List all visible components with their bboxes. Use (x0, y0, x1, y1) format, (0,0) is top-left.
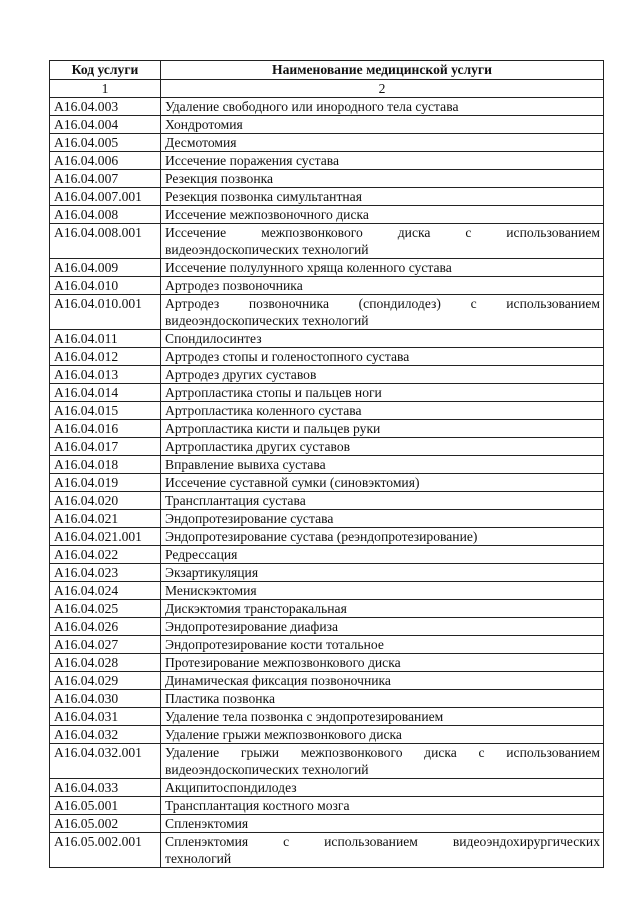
table-row (50, 170, 604, 188)
service-code: A16.04.029 (50, 672, 161, 690)
service-name: Артродез других суставов (161, 366, 604, 384)
service-name: Артропластика стопы и пальцев ноги (161, 384, 604, 402)
service-code: A16.04.012 (50, 348, 161, 366)
service-code: A16.04.030 (50, 690, 161, 708)
table-row (50, 636, 604, 654)
service-code: A16.04.006 (50, 152, 161, 170)
service-name: Дискэктомия трансторакальная (161, 600, 604, 618)
service-name: Вправление вывиха сустава (161, 456, 604, 474)
table-row (50, 438, 604, 456)
column-number-1: 1 (50, 80, 161, 98)
table-row (50, 708, 604, 726)
service-name: Редрессация (161, 546, 604, 564)
service-code: A16.05.002.001 (50, 833, 161, 868)
table-row (50, 366, 604, 384)
service-name: Эндопротезирование диафиза (161, 618, 604, 636)
service-name: Резекция позвонка симультантная (161, 188, 604, 206)
service-name-line-1: Спленэктомия с использованием видеоэндохирургических (165, 834, 600, 849)
service-code: A16.04.007.001 (50, 188, 161, 206)
table-row (50, 492, 604, 510)
service-code: A16.04.010.001 (50, 295, 161, 330)
service-code: A16.04.028 (50, 654, 161, 672)
service-code: A16.04.014 (50, 384, 161, 402)
table-row (50, 152, 604, 170)
column-numbering-row (50, 80, 604, 98)
table-row (50, 797, 604, 815)
service-code: A16.05.001 (50, 797, 161, 815)
service-code: A16.04.023 (50, 564, 161, 582)
service-code: A16.04.015 (50, 402, 161, 420)
service-code: A16.04.007 (50, 170, 161, 188)
service-code: A16.04.016 (50, 420, 161, 438)
service-name: Артропластика коленного сустава (161, 402, 604, 420)
service-code: A16.04.033 (50, 779, 161, 797)
service-name-line-2: технологий (165, 851, 232, 866)
service-name (161, 224, 604, 259)
service-name: Удаление грыжи межпозвонкового диска (161, 726, 604, 744)
service-code: A16.04.020 (50, 492, 161, 510)
table-row (50, 833, 604, 868)
service-name: Эндопротезирование сустава (161, 510, 604, 528)
service-name: Протезирование межпозвонкового диска (161, 654, 604, 672)
service-name (161, 833, 604, 868)
table-row (50, 259, 604, 277)
service-code: A16.05.002 (50, 815, 161, 833)
service-name: Пластика позвонка (161, 690, 604, 708)
column-number-2: 2 (161, 80, 604, 98)
table-row (50, 690, 604, 708)
service-code: A16.04.032.001 (50, 744, 161, 779)
service-code: A16.04.026 (50, 618, 161, 636)
table-row (50, 348, 604, 366)
table-row (50, 815, 604, 833)
service-name: Артропластика кисти и пальцев руки (161, 420, 604, 438)
table-row (50, 528, 604, 546)
service-name-line-1: Удаление грыжи межпозвонкового диска с использованием (165, 745, 600, 760)
service-name: Трансплантация сустава (161, 492, 604, 510)
header-service-code: Код услуги (50, 61, 161, 80)
service-name: Эндопротезирование кости тотальное (161, 636, 604, 654)
table-row (50, 116, 604, 134)
service-name: Экзартикуляция (161, 564, 604, 582)
service-code: A16.04.010 (50, 277, 161, 295)
table-row (50, 134, 604, 152)
service-code: A16.04.008.001 (50, 224, 161, 259)
service-code: A16.04.025 (50, 600, 161, 618)
service-name-line-2: видеоэндоскопических технологий (165, 313, 369, 328)
header-service-name: Наименование медицинской услуги (161, 61, 604, 80)
table-row (50, 330, 604, 348)
service-name-line-2: видеоэндоскопических технологий (165, 242, 369, 257)
document-page (49, 60, 603, 868)
service-name-line-1: Артродез позвоночника (спондилодез) с использованием (165, 296, 600, 311)
service-code: A16.04.031 (50, 708, 161, 726)
table-row (50, 98, 604, 116)
service-code: A16.04.024 (50, 582, 161, 600)
table-row (50, 295, 604, 330)
service-name: Иссечение межпозвоночного диска (161, 206, 604, 224)
service-name: Удаление тела позвонка с эндопротезированием (161, 708, 604, 726)
service-name: Артродез позвоночника (161, 277, 604, 295)
table-row (50, 779, 604, 797)
table-row (50, 744, 604, 779)
service-name: Десмотомия (161, 134, 604, 152)
service-name: Трансплантация костного мозга (161, 797, 604, 815)
service-name: Резекция позвонка (161, 170, 604, 188)
table-row (50, 384, 604, 402)
table-row (50, 510, 604, 528)
service-name: Иссечение суставной сумки (синовэктомия) (161, 474, 604, 492)
service-code: A16.04.011 (50, 330, 161, 348)
table-row (50, 456, 604, 474)
table-row (50, 206, 604, 224)
table-row (50, 224, 604, 259)
service-name (161, 744, 604, 779)
service-code: A16.04.013 (50, 366, 161, 384)
service-code: A16.04.032 (50, 726, 161, 744)
service-name: Менискэктомия (161, 582, 604, 600)
service-code: A16.04.027 (50, 636, 161, 654)
table-row (50, 600, 604, 618)
service-name: Эндопротезирование сустава (реэндопротезирование) (161, 528, 604, 546)
service-name: Иссечение полулунного хряща коленного сустава (161, 259, 604, 277)
service-code: A16.04.005 (50, 134, 161, 152)
table-row (50, 726, 604, 744)
service-code: A16.04.003 (50, 98, 161, 116)
service-name: Иссечение поражения сустава (161, 152, 604, 170)
table-row (50, 546, 604, 564)
service-code: A16.04.022 (50, 546, 161, 564)
table-header-row (50, 61, 604, 80)
service-name: Артродез стопы и голеностопного сустава (161, 348, 604, 366)
table-row (50, 402, 604, 420)
service-code: A16.04.019 (50, 474, 161, 492)
service-code: A16.04.021.001 (50, 528, 161, 546)
table-row (50, 564, 604, 582)
service-name: Удаление свободного или инородного тела сустава (161, 98, 604, 116)
service-code: A16.04.017 (50, 438, 161, 456)
service-name: Артропластика других суставов (161, 438, 604, 456)
service-name: Динамическая фиксация позвоночника (161, 672, 604, 690)
service-name (161, 295, 604, 330)
service-name-line-2: видеоэндоскопических технологий (165, 762, 369, 777)
table-row (50, 277, 604, 295)
service-code: A16.04.008 (50, 206, 161, 224)
service-code: A16.04.018 (50, 456, 161, 474)
table-row (50, 672, 604, 690)
table-row (50, 582, 604, 600)
service-name: Спленэктомия (161, 815, 604, 833)
service-code: A16.04.021 (50, 510, 161, 528)
table-row (50, 618, 604, 636)
table-row (50, 474, 604, 492)
service-name: Акципитоспондилодез (161, 779, 604, 797)
table-row (50, 654, 604, 672)
service-name-line-1: Иссечение межпозвонкового диска с использованием (165, 225, 600, 240)
medical-services-table (49, 60, 604, 868)
service-code: A16.04.004 (50, 116, 161, 134)
service-name: Спондилосинтез (161, 330, 604, 348)
service-name: Хондротомия (161, 116, 604, 134)
table-row (50, 188, 604, 206)
service-code: A16.04.009 (50, 259, 161, 277)
table-row (50, 420, 604, 438)
